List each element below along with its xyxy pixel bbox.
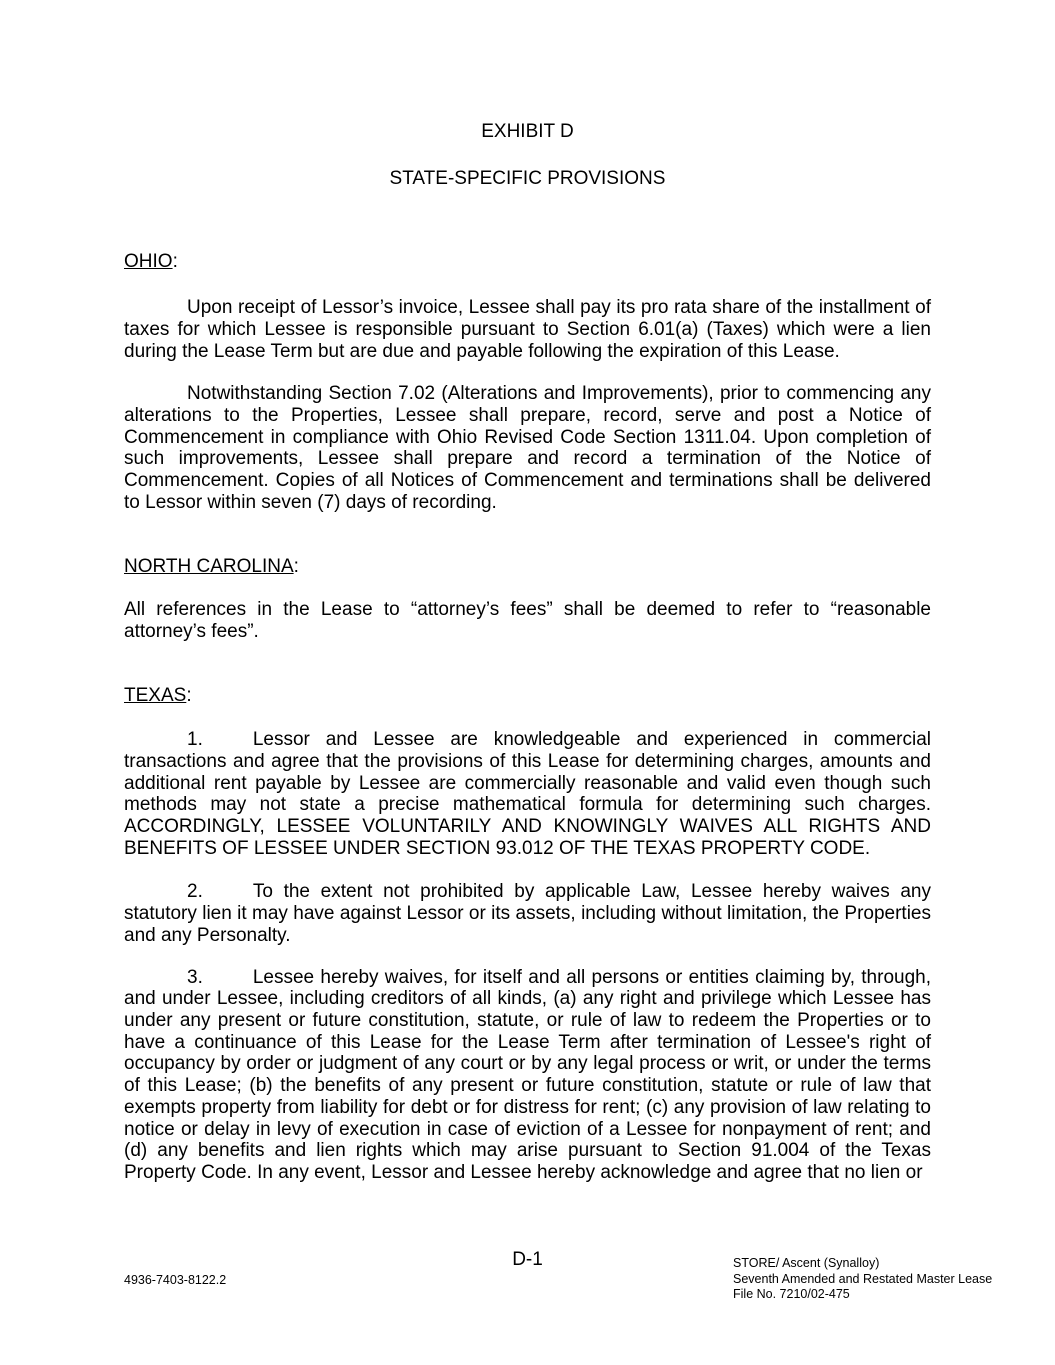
paragraph-ohio-2: Notwithstanding Section 7.02 (Alterations and Improvements), prior to commencing any alterations to the Properties, Lessee shall prepare, record, serve and post a Notice of Commencement in compliance with Ohio Revised Code Section 1311.04. Upon completion of such improvements, Lessee shall prepare and record a termination of the Notice of Commencement. Copies of all Notices of Commencement and terminations shall be delivered to Lessor within seven (7) days of recording. bbox=[124, 383, 931, 513]
document-subtitle: STATE-SPECIFIC PROVISIONS bbox=[389, 167, 666, 189]
heading-colon: : bbox=[172, 251, 178, 273]
section-heading-ohio-label: OHIO bbox=[124, 251, 173, 273]
paragraph-ohio-1: Upon receipt of Lessor’s invoice, Lessee shall pay its pro rata share of the installment of taxes for which Lessee is responsible pursuant to Section 6.01(a) (Taxes) which were a lien during the Lease Term but are due and payable following the expiration of this Lease. bbox=[124, 297, 931, 362]
footer-case-info bbox=[733, 1256, 992, 1303]
section-heading-ohio bbox=[124, 251, 931, 273]
paragraph-texas-2 bbox=[124, 881, 931, 946]
section-heading-north-carolina bbox=[124, 556, 931, 578]
paragraph-text: Lessee hereby waives, for itself and all persons or entities claiming by, through, and under Lessee, including creditors of all kinds, (a) any right and privilege which Lessee has under any present or future constitution, statute, or rule of law to redeem the Properties or to have a continuance of this Lease for the Lease Term after termination of Lessee's right of occupancy by order or judgment of any court or by any legal process or writ, or under the terms of this Lease; (b) the benefits of any present or future constitution, statute or rule of law that exempts property from liability for debt or for distress for rent; (c) any provision of law relating to notice or delay in levy of execution in case of eviction of a Lessee for nonpayment of rent; and (d) any benefits and lien rights which may arise pursuant to Section 91.004 of the Texas Property Code. In any event, Lessor and Lessee hereby acknowledge and agree that no lien or bbox=[124, 966, 931, 1183]
footer-case-info-line: File No. 7210/02-475 bbox=[733, 1287, 850, 1301]
footer-page-number: D-1 bbox=[512, 1249, 543, 1270]
heading-colon: : bbox=[293, 556, 299, 578]
footer-document-id: 4936-7403-8122.2 bbox=[124, 1273, 227, 1287]
paragraph-texas-3 bbox=[124, 967, 931, 1184]
section-heading-north-carolina-label: NORTH CAROLINA bbox=[124, 556, 294, 578]
paragraph-number: 2. bbox=[187, 881, 203, 903]
paragraph-number: 1. bbox=[187, 729, 203, 751]
paragraph-texas-1 bbox=[124, 729, 931, 859]
section-heading-texas-label: TEXAS bbox=[124, 684, 187, 706]
paragraph-north-carolina-1: All references in the Lease to “attorney’s fees” shall be deemed to refer to “reasonable attorney’s fees”. bbox=[124, 599, 931, 642]
paragraph-number: 3. bbox=[187, 966, 203, 988]
footer-case-info-line: STORE/ Ascent (Synalloy) bbox=[733, 1256, 880, 1270]
document-body bbox=[124, 121, 931, 1184]
paragraph-text: To the extent not prohibited by applicable Law, Lessee hereby waives any statutory lien it may have against Lessor or its assets, including without limitation, the Properties and any Personalty. bbox=[124, 881, 931, 946]
footer-case-info-line: Seventh Amended and Restated Master Lease bbox=[733, 1271, 993, 1286]
section-heading-texas bbox=[124, 685, 931, 707]
exhibit-title: EXHIBIT D bbox=[481, 121, 574, 142]
paragraph-text: Lessor and Lessee are knowledgeable and experienced in commercial transactions and agree that the provisions of this Lease for determining charges, amounts and additional rent payable by Lessee are commercially reasonable and valid even though such methods may not state a precise mathematical formula for determining such charges. ACCORDINGLY, LESSEE VOLUNTARILY AND KNOWINGLY WAIVES ALL RIGHTS AND BENEFITS OF LESSEE UNDER SECTION 93.012 OF THE TEXAS PROPERTY CODE. bbox=[124, 729, 931, 859]
heading-colon: : bbox=[186, 684, 192, 706]
